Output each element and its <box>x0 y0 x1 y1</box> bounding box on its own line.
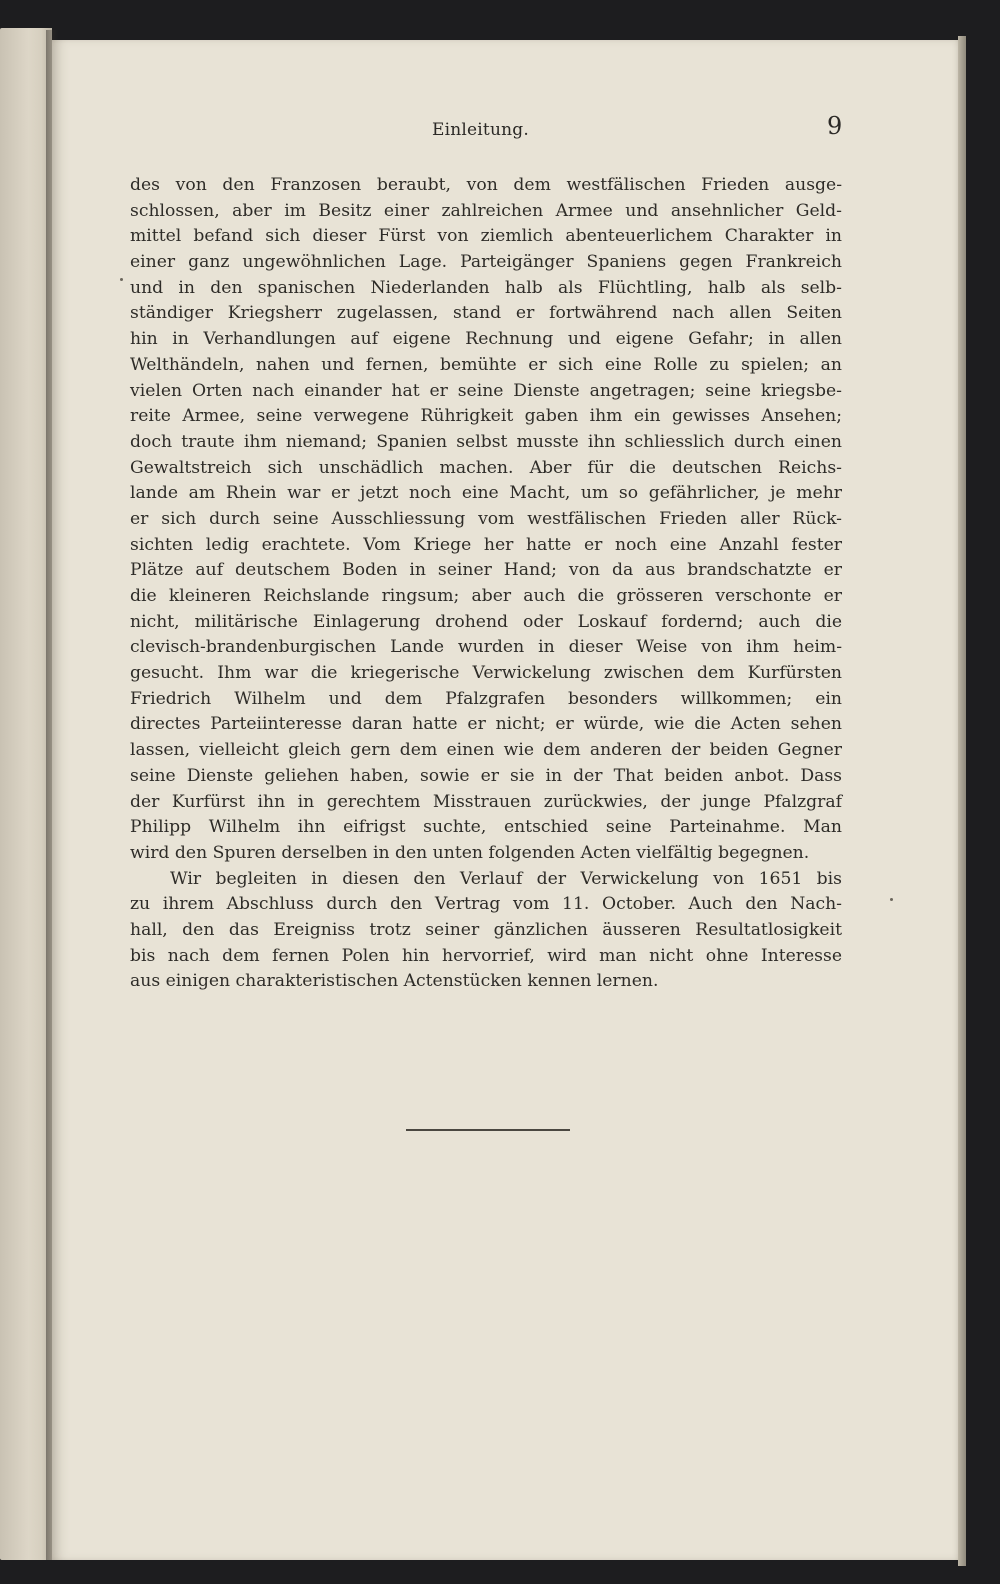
text-line: Plätze auf deutschem Boden in seiner Hand; von da aus brandschatzte er <box>130 560 842 581</box>
text-line: der Kurfürst ihn in gerechtem Misstrauen zurückwies, der junge Pfalzgraf <box>130 791 842 812</box>
page-number: 9 <box>827 112 843 140</box>
book-page <box>52 40 958 1560</box>
text-line: hin in Verhandlungen auf eigene Rechnung und eigene Gefahr; in allen <box>130 329 842 350</box>
text-line: gesucht. Ihm war die kriegerische Verwickelung zwischen dem Kurfürsten <box>130 663 842 684</box>
text-line: sichten ledig erachtete. Vom Kriege her hatte er noch eine Anzahl fester <box>130 534 842 555</box>
text-line: Philipp Wilhelm ihn eifrigst suchte, entschied seine Parteinahme. Man <box>130 817 842 838</box>
text-line: und in den spanischen Niederlanden halb als Flüchtling, halb als selb- <box>130 277 842 298</box>
text-line: lassen, vielleicht gleich gern dem einen wie dem anderen der beiden Gegner <box>130 740 842 761</box>
text-line: ständiger Kriegsherr zugelassen, stand er fortwährend nach allen Seiten <box>130 303 842 324</box>
text-line: nicht, militärische Einlagerung drohend oder Loskauf fordernd; auch die <box>130 611 842 632</box>
text-line: clevisch-brandenburgischen Lande wurden in dieser Weise von ihm heim- <box>130 637 842 658</box>
text-line: aus einigen charakteristischen Actenstücken kennen lernen. <box>130 971 659 992</box>
text-line: vielen Orten nach einander hat er seine Dienste angetragen; seine kriegsbe- <box>130 380 842 401</box>
body-text <box>130 173 842 995</box>
text-line: reite Armee, seine verwegene Rührigkeit gaben ihm ein gewisses Ansehen; <box>130 406 842 427</box>
paper-speck <box>890 898 893 901</box>
text-line: hall, den das Ereigniss trotz seiner gänzlichen äusseren Resultatlosigkeit <box>130 919 842 940</box>
text-line: mittel befand sich dieser Fürst von ziemlich abenteuerlichem Charakter in <box>130 226 842 247</box>
section-end-rule <box>406 1129 570 1131</box>
text-line: einer ganz ungewöhnlichen Lage. Parteigänger Spaniens gegen Frankreich <box>130 252 842 273</box>
text-line: er sich durch seine Ausschliessung vom westfälischen Frieden aller Rück- <box>130 508 842 529</box>
text-line: Gewaltstreich sich unschädlich machen. Aber für die deutschen Reichs- <box>130 457 842 478</box>
text-line: lande am Rhein war er jetzt noch eine Macht, um so gefährlicher, je mehr <box>130 483 842 504</box>
text-line: bis nach dem fernen Polen hin hervorrief, wird man nicht ohne Interesse <box>130 945 842 966</box>
text-line: wird den Spuren derselben in den unten folgenden Acten vielfältig begegnen. <box>130 842 810 863</box>
page-block-edge <box>958 36 966 1566</box>
text-line: Friedrich Wilhelm und dem Pfalzgrafen besonders willkommen; ein <box>130 688 842 709</box>
text-line: seine Dienste geliehen haben, sowie er sie in der That beiden anbot. Dass <box>130 765 842 786</box>
text-line: directes Parteiinteresse daran hatte er nicht; er würde, wie die Acten sehen <box>130 714 842 735</box>
text-line: zu ihrem Abschluss durch den Vertrag vom 11. October. Auch den Nach- <box>130 894 842 915</box>
running-head: Einleitung. <box>432 120 529 140</box>
left-page-edge <box>0 28 52 1560</box>
paper-speck <box>120 278 123 281</box>
text-line: des von den Franzosen beraubt, von dem westfälischen Frieden ausge- <box>130 175 842 195</box>
text-line: die kleineren Reichslande ringsum; aber auch die grösseren verschonte er <box>130 586 842 606</box>
text-line: doch traute ihm niemand; Spanien selbst musste ihn schliesslich durch einen <box>130 431 842 452</box>
text-line: Welthändeln, nahen und fernen, bemühte er sich eine Rolle zu spielen; an <box>130 354 842 375</box>
text-line: schlossen, aber im Besitz einer zahlreichen Armee und ansehnlicher Geld- <box>130 200 842 221</box>
text-line: Wir begleiten in diesen den Verlauf der Verwickelung von 1651 bis <box>170 868 842 889</box>
